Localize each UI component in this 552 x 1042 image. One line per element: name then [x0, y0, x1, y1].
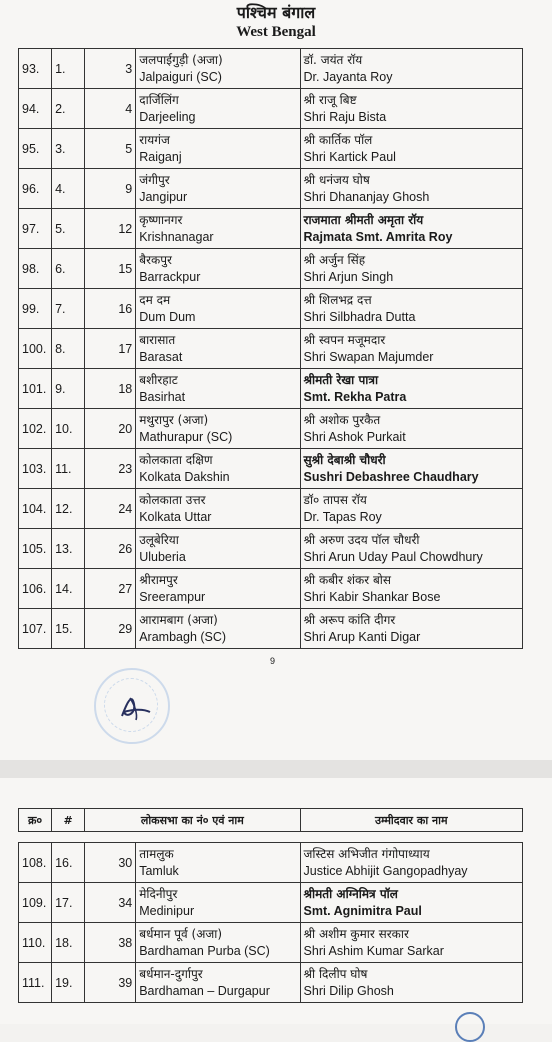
- state-serial-number: 14.: [52, 569, 85, 609]
- constituency-cell: [136, 89, 300, 129]
- constituency-name-hindi: आरामबाग (अजा): [139, 612, 218, 627]
- constituency-name-english: Barasat: [139, 349, 183, 364]
- constituency-number: 30: [85, 843, 136, 883]
- constituency-number: 4: [85, 89, 136, 129]
- corner-seal-stamp: [455, 1012, 485, 1042]
- candidate-name-hindi: डॉ. जयंत रॉय: [303, 52, 363, 67]
- candidate-cell: [300, 923, 522, 963]
- serial-number: 105.: [19, 529, 52, 569]
- page-number: 9: [270, 656, 276, 666]
- constituency-number: 9: [85, 169, 136, 209]
- candidate-name-hindi: श्रीमती रेखा पात्रा: [303, 372, 379, 387]
- constituency-cell: [136, 169, 300, 209]
- page-gap: [0, 760, 552, 778]
- candidate-name-english: Shri Silbhadra Dutta: [303, 309, 416, 324]
- constituency-name-english: Sreerampur: [139, 589, 206, 604]
- constituency-name-english: Raiganj: [139, 149, 182, 164]
- constituency-number: 26: [85, 529, 136, 569]
- constituency-number: 12: [85, 209, 136, 249]
- state-serial-number: 3.: [52, 129, 85, 169]
- state-serial-number: 12.: [52, 489, 85, 529]
- candidate-table-body: [19, 49, 523, 649]
- candidate-name-english: Sushri Debashree Chaudhary: [303, 469, 479, 484]
- candidate-name-hindi: श्री अरूप कांति दीगर: [303, 612, 396, 627]
- constituency-name-hindi: उलूबेरिया: [139, 532, 179, 547]
- candidate-name-english: Smt. Agnimitra Paul: [303, 903, 422, 918]
- candidate-cell: [300, 49, 522, 89]
- candidate-name-english: Smt. Rekha Patra: [303, 389, 407, 404]
- constituency-cell: [136, 249, 300, 289]
- state-serial-number: 17.: [52, 883, 85, 923]
- table-row: [19, 249, 523, 289]
- candidate-name-english: Dr. Jayanta Roy: [303, 69, 393, 84]
- candidate-name-hindi: श्री कबीर शंकर बोस: [303, 572, 392, 587]
- candidate-cell: [300, 963, 522, 1003]
- candidate-cell: [300, 129, 522, 169]
- constituency-number: 38: [85, 923, 136, 963]
- candidate-name-hindi: श्री अशोक पुरकैत: [303, 412, 381, 427]
- candidate-name-hindi: श्री राजू बिष्ट: [303, 92, 357, 107]
- constituency-name-english: Mathurapur (SC): [139, 429, 233, 444]
- constituency-name-hindi: बैरकपुर: [139, 252, 172, 267]
- constituency-number: 29: [85, 609, 136, 649]
- table-row: [19, 169, 523, 209]
- constituency-name-english: Medinipur: [139, 903, 195, 918]
- candidate-table-west-bengal: [18, 48, 523, 649]
- constituency-cell: [136, 843, 300, 883]
- table-row: [19, 449, 523, 489]
- constituency-name-hindi: मेदिनीपुर: [139, 886, 178, 901]
- state-serial-number: 19.: [52, 963, 85, 1003]
- candidate-table-continued: [18, 842, 523, 1003]
- constituency-number: 27: [85, 569, 136, 609]
- constituency-name-english: Darjeeling: [139, 109, 196, 124]
- candidate-name-hindi: श्रीमती अग्निमित्र पॉल: [303, 886, 398, 901]
- state-serial-number: 9.: [52, 369, 85, 409]
- constituency-name-hindi: श्रीरामपुर: [139, 572, 178, 587]
- state-serial-number: 11.: [52, 449, 85, 489]
- constituency-name-hindi: बर्धमान पूर्व (अजा): [139, 926, 223, 941]
- table-row: [19, 963, 523, 1003]
- constituency-name-english: Krishnanagar: [139, 229, 214, 244]
- header-constituency: लोकसभा का नं० एवं नाम: [85, 809, 300, 832]
- table-row: [19, 489, 523, 529]
- state-serial-number: 4.: [52, 169, 85, 209]
- serial-number: 107.: [19, 609, 52, 649]
- candidate-cell: [300, 883, 522, 923]
- constituency-name-hindi: कृष्णानगर: [139, 212, 183, 227]
- candidate-name-hindi: श्री शिलभद्र दत्त: [303, 292, 372, 307]
- constituency-name-english: Kolkata Uttar: [139, 509, 212, 524]
- state-serial-number: 6.: [52, 249, 85, 289]
- constituency-name-hindi: बशीरहाट: [139, 372, 178, 387]
- candidate-name-english: Shri Dilip Ghosh: [303, 983, 394, 998]
- table-row: [19, 923, 523, 963]
- candidate-table-header: [18, 808, 523, 832]
- candidate-table-body: [19, 843, 523, 1003]
- constituency-name-hindi: जंगीपुर: [139, 172, 170, 187]
- candidate-name-hindi: श्री धनंजय घोष: [303, 172, 370, 187]
- constituency-name-hindi: मथुरापुर (अजा): [139, 412, 209, 427]
- constituency-name-english: Tamluk: [139, 863, 179, 878]
- candidate-name-hindi: श्री अशीम कुमार सरकार: [303, 926, 409, 941]
- table-row: [19, 289, 523, 329]
- header-serial: क्र०: [19, 809, 52, 832]
- candidate-name-english: Shri Arjun Singh: [303, 269, 394, 284]
- constituency-cell: [136, 449, 300, 489]
- constituency-name-english: Uluberia: [139, 549, 186, 564]
- candidate-name-english: Shri Ashim Kumar Sarkar: [303, 943, 444, 958]
- constituency-cell: [136, 489, 300, 529]
- table-row: [19, 843, 523, 883]
- candidate-cell: [300, 409, 522, 449]
- constituency-number: 18: [85, 369, 136, 409]
- state-title-english: West Bengal: [236, 24, 316, 40]
- constituency-number: 17: [85, 329, 136, 369]
- constituency-cell: [136, 329, 300, 369]
- constituency-cell: [136, 923, 300, 963]
- constituency-name-english: Bardhaman – Durgapur: [139, 983, 270, 998]
- candidate-name-hindi: सुश्री देबाश्री चौधरी: [303, 452, 386, 467]
- candidate-cell: [300, 329, 522, 369]
- table-row: [19, 49, 523, 89]
- serial-number: 100.: [19, 329, 52, 369]
- candidate-name-english: Dr. Tapas Roy: [303, 509, 382, 524]
- signature-mark: [116, 690, 156, 724]
- constituency-name-hindi: बर्धमान-दुर्गापुर: [139, 966, 203, 981]
- candidate-cell: [300, 169, 522, 209]
- state-serial-number: 10.: [52, 409, 85, 449]
- constituency-name-hindi: जलपाईगुड़ी (अजा): [139, 52, 223, 67]
- serial-number: 99.: [19, 289, 52, 329]
- serial-number: 102.: [19, 409, 52, 449]
- candidate-name-english: Shri Kartick Paul: [303, 149, 396, 164]
- candidate-cell: [300, 289, 522, 329]
- constituency-name-english: Bardhaman Purba (SC): [139, 943, 270, 958]
- constituency-number: 23: [85, 449, 136, 489]
- state-serial-number: 2.: [52, 89, 85, 129]
- candidate-cell: [300, 609, 522, 649]
- constituency-cell: [136, 963, 300, 1003]
- candidate-cell: [300, 529, 522, 569]
- candidate-name-english: Shri Swapan Majumder: [303, 349, 434, 364]
- serial-number: 95.: [19, 129, 52, 169]
- constituency-name-hindi: दार्जिलिंग: [139, 92, 179, 107]
- constituency-name-hindi: बारासात: [139, 332, 176, 347]
- constituency-name-english: Jangipur: [139, 189, 188, 204]
- constituency-cell: [136, 289, 300, 329]
- constituency-cell: [136, 409, 300, 449]
- candidate-name-hindi: राजमाता श्रीमती अमृता रॉय: [303, 212, 424, 227]
- serial-number: 94.: [19, 89, 52, 129]
- constituency-number: 24: [85, 489, 136, 529]
- candidate-cell: [300, 209, 522, 249]
- candidate-name-english: Shri Arup Kanti Digar: [303, 629, 421, 644]
- candidate-name-hindi: श्री अर्जुन सिंह: [303, 252, 366, 267]
- table-row: [19, 369, 523, 409]
- state-serial-number: 7.: [52, 289, 85, 329]
- candidate-name-hindi: श्री अरुण उदय पॉल चौधरी: [303, 532, 420, 547]
- table-row: [19, 329, 523, 369]
- serial-number: 96.: [19, 169, 52, 209]
- candidate-name-hindi: जस्टिस अभिजीत गंगोपाध्याय: [303, 846, 430, 861]
- table-row: [19, 529, 523, 569]
- constituency-cell: [136, 129, 300, 169]
- constituency-name-english: Kolkata Dakshin: [139, 469, 230, 484]
- table-row: [19, 609, 523, 649]
- constituency-number: 34: [85, 883, 136, 923]
- table-row: [19, 89, 523, 129]
- candidate-cell: [300, 449, 522, 489]
- state-serial-number: 16.: [52, 843, 85, 883]
- state-serial-number: 8.: [52, 329, 85, 369]
- state-serial-number: 15.: [52, 609, 85, 649]
- constituency-name-hindi: तामलुक: [139, 846, 174, 861]
- candidate-name-english: Rajmata Smt. Amrita Roy: [303, 229, 453, 244]
- serial-number: 93.: [19, 49, 52, 89]
- serial-number: 103.: [19, 449, 52, 489]
- constituency-name-english: Barrackpur: [139, 269, 201, 284]
- table-row: [19, 569, 523, 609]
- constituency-cell: [136, 369, 300, 409]
- candidate-name-english: Shri Raju Bista: [303, 109, 387, 124]
- table-row: [19, 129, 523, 169]
- constituency-name-hindi: कोलकाता उत्तर: [139, 492, 206, 507]
- serial-number: 106.: [19, 569, 52, 609]
- header-state-serial: #: [52, 809, 85, 832]
- candidate-name-english: Shri Ashok Purkait: [303, 429, 406, 444]
- candidate-name-hindi: श्री दिलीप घोष: [303, 966, 368, 981]
- serial-number: 98.: [19, 249, 52, 289]
- state-title-hindi: पश्चिम बंगाल: [236, 3, 316, 22]
- serial-number: 109.: [19, 883, 52, 923]
- constituency-name-english: Arambagh (SC): [139, 629, 227, 644]
- serial-number: 104.: [19, 489, 52, 529]
- serial-number: 111.: [19, 963, 52, 1003]
- candidate-cell: [300, 489, 522, 529]
- state-serial-number: 18.: [52, 923, 85, 963]
- serial-number: 97.: [19, 209, 52, 249]
- candidate-name-english: Shri Kabir Shankar Bose: [303, 589, 441, 604]
- constituency-name-hindi: कोलकाता दक्षिण: [139, 452, 213, 467]
- candidate-cell: [300, 369, 522, 409]
- constituency-cell: [136, 609, 300, 649]
- constituency-cell: [136, 529, 300, 569]
- constituency-cell: [136, 883, 300, 923]
- table-row: [19, 883, 523, 923]
- header-candidate: उम्मीदवार का नाम: [300, 809, 522, 832]
- state-serial-number: 5.: [52, 209, 85, 249]
- state-serial-number: 1.: [52, 49, 85, 89]
- constituency-cell: [136, 569, 300, 609]
- candidate-name-english: Shri Dhananjay Ghosh: [303, 189, 430, 204]
- constituency-number: 20: [85, 409, 136, 449]
- constituency-number: 16: [85, 289, 136, 329]
- serial-number: 108.: [19, 843, 52, 883]
- candidate-name-english: Shri Arun Uday Paul Chowdhury: [303, 549, 483, 564]
- constituency-cell: [136, 49, 300, 89]
- candidate-cell: [300, 249, 522, 289]
- serial-number: 101.: [19, 369, 52, 409]
- candidate-name-hindi: डॉ० तापस रॉय: [303, 492, 367, 507]
- candidate-name-english: Justice Abhijit Gangopadhyay: [303, 863, 468, 878]
- serial-number: 110.: [19, 923, 52, 963]
- constituency-number: 39: [85, 963, 136, 1003]
- constituency-number: 15: [85, 249, 136, 289]
- constituency-name-hindi: दम दम: [139, 292, 171, 307]
- table-row: [19, 409, 523, 449]
- constituency-number: 3: [85, 49, 136, 89]
- candidate-name-hindi: श्री स्वपन मजूमदार: [303, 332, 386, 347]
- constituency-cell: [136, 209, 300, 249]
- constituency-name-english: Dum Dum: [139, 309, 196, 324]
- constituency-name-hindi: रायगंज: [139, 132, 170, 147]
- constituency-number: 5: [85, 129, 136, 169]
- constituency-name-english: Basirhat: [139, 389, 186, 404]
- table-row: [19, 209, 523, 249]
- candidate-cell: [300, 89, 522, 129]
- constituency-name-english: Jalpaiguri (SC): [139, 69, 222, 84]
- state-serial-number: 13.: [52, 529, 85, 569]
- candidate-name-hindi: श्री कार्तिक पॉल: [303, 132, 373, 147]
- candidate-cell: [300, 843, 522, 883]
- candidate-cell: [300, 569, 522, 609]
